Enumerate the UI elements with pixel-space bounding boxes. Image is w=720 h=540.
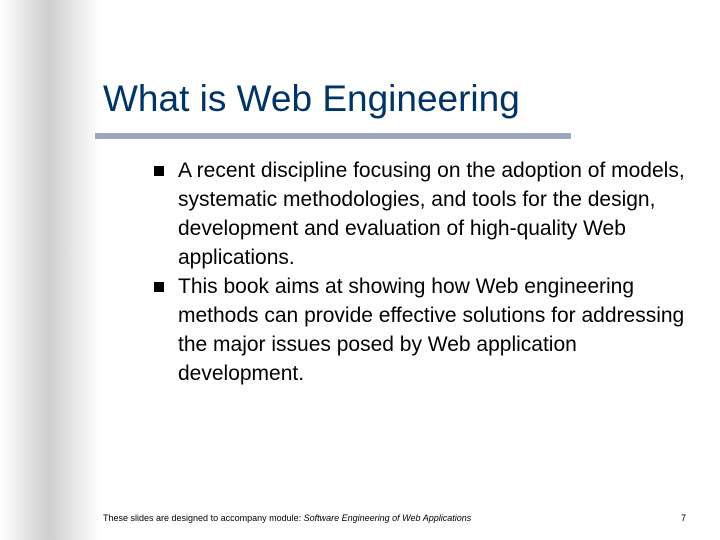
footer-note — [103, 513, 471, 523]
bullet-item-discipline — [148, 156, 688, 272]
slide-title: What is Web Engineering — [103, 78, 520, 119]
bullet-text: This book aims at showing how Web engineering methods can provide effective solutions for addressing the major issues posed by Web application development. — [178, 275, 685, 385]
bullet-list — [148, 156, 688, 388]
bullet-item-book-aim — [148, 272, 688, 388]
footer-course-title: Software Engineering of Web Applications — [303, 513, 472, 523]
bullet-text: A recent discipline focusing on the adoption of models, systematic methodologies, and tools for the design, development and evaluation of high-quality Web applications. — [178, 159, 685, 269]
decorative-gradient-bar — [0, 0, 100, 540]
title-underline — [95, 133, 571, 139]
square-bullet-icon — [154, 166, 164, 176]
footer-prefix: These slides are designed to accompany module: — [103, 513, 304, 523]
page-number: 7 — [681, 513, 687, 523]
square-bullet-icon — [154, 282, 164, 292]
